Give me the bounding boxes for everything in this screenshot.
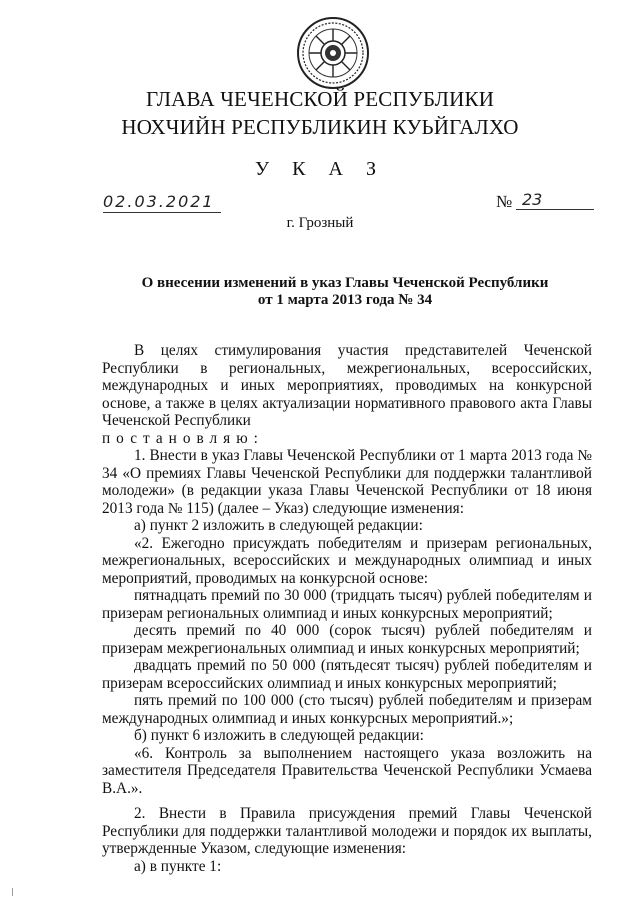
- subject-line-1: О внесении изменений в указ Главы Чеченской Республики: [141, 275, 549, 291]
- paragraph-1a-item-3: двадцать премий по 50 000 (пятьдесят тысяч) рублей победителям и призерам всероссийских олимпиад и иных конкурсных мероприятий;: [102, 657, 592, 692]
- header-line-1: ГЛАВА ЧЕЧЕНСКОЙ РЕСПУБЛИКИ: [145, 87, 495, 111]
- document-type-title: У К А З: [255, 158, 385, 180]
- paragraph-1b-text: «6. Контроль за выполнением настоящего указа возложить на заместителя Председателя Правительства Чеченской Республики Усмаева В.А.».: [102, 744, 592, 797]
- paragraph-2: 2. Внести в Правила присуждения премий Главы Чеченской Республики для поддержки талантливой молодежи и порядок их выплаты, утвержденные Указом, следующие изменения:: [102, 805, 592, 857]
- subject-heading: [100, 275, 590, 309]
- paragraph-1b: б) пункт 6 изложить в следующей редакции:: [134, 727, 424, 744]
- paragraph-1a-item-2: десять премий по 40 000 (сорок тысяч) рублей победителям и призерам межрегиональных олимпиад и иных конкурсных мероприятий;: [102, 622, 592, 657]
- subject-line-2: от 1 марта 2013 года № 34: [257, 292, 433, 308]
- paragraph-1a-item-4: пять премий по 100 000 (сто тысяч) рублей победителям и призерам международных олимпиад и иных конкурсных мероприятий.»;: [102, 692, 592, 727]
- paragraph-1a: а) пункт 2 изложить в следующей редакции:: [134, 517, 423, 534]
- document-body: [102, 342, 592, 875]
- paragraph-2a: а) в пункте 1:: [134, 857, 222, 875]
- header-line-2: НОХЧИЙН РЕСПУБЛИКИН КУЬЙГАЛХО: [121, 115, 519, 139]
- paragraph-1: 1. Внести в указ Главы Чеченской Республики от 1 марта 2013 года № 34 «О премиях Главы Чеченской Республики для поддержки талантливой молодежи» (в редакции указа Главы Чеченской Республики от 18 июня 2013 года № 115) (далее – Указ) следующие изменения:: [102, 447, 592, 517]
- number-label: №: [496, 192, 513, 211]
- decree-word: постановляю:: [102, 429, 264, 447]
- paragraph-1a-item-1: пятнадцать премий по 30 000 (тридцать тысяч) рублей победителям и призерам региональных олимпиад и иных конкурсных мероприятий;: [102, 587, 592, 622]
- document-date: 02.03.2021: [103, 192, 221, 213]
- emblem-seal-icon: [296, 16, 370, 90]
- scan-edge-mark: [12, 888, 13, 896]
- city: г. Грозный: [286, 215, 354, 231]
- document-number: 23: [516, 190, 594, 210]
- paragraph-1a-text: «2. Ежегодно присуждать победителям и призерам региональных, межрегиональных, всероссийских и международных олимпиад и иных мероприятий, проводимых на конкурсной основе:: [102, 534, 592, 587]
- preamble: В целях стимулирования участия представителей Чеченской Республики в региональных, межрегиональных, всероссийских, международных и иных мероприятиях, проводимых на конкурсной основе, а также в целях актуализации нормативного правового акта Главы Чеченской Республики: [102, 342, 592, 429]
